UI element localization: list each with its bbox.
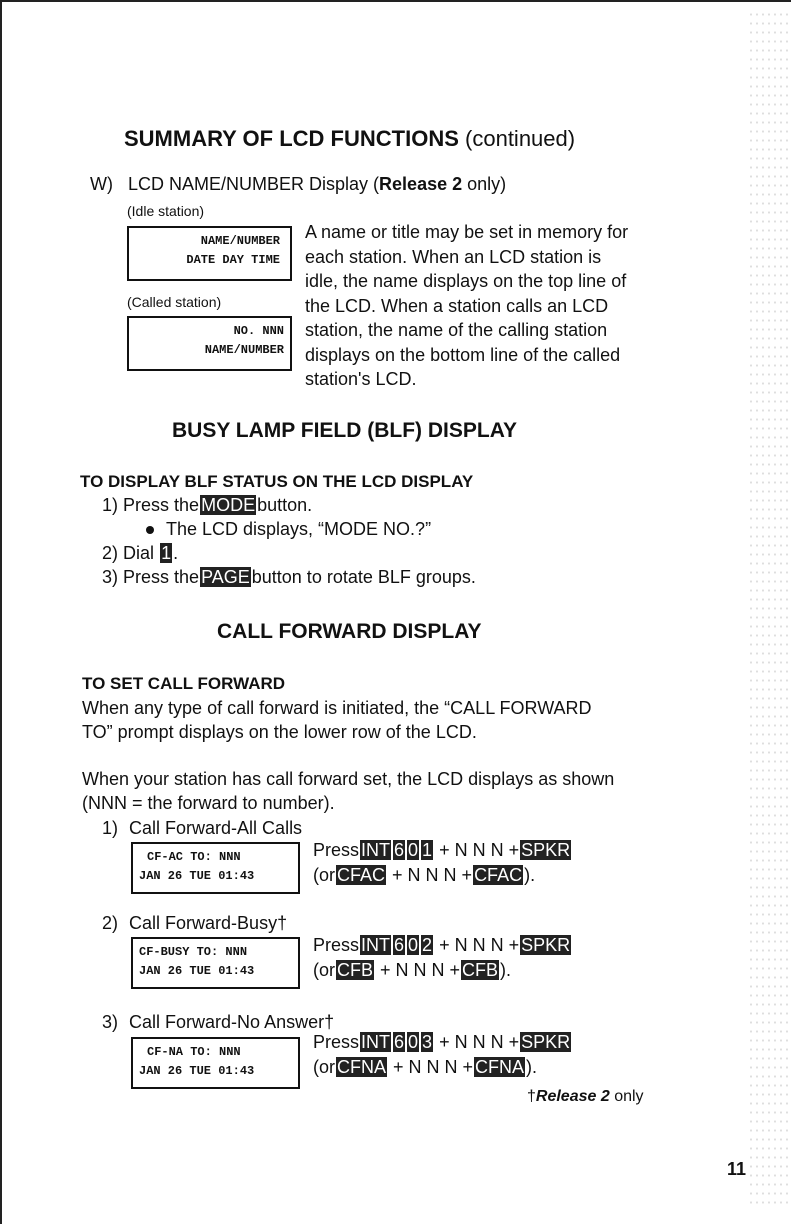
nnn-text: + N N N +: [393, 1057, 474, 1077]
spkr-key: SPKR: [521, 1032, 571, 1052]
blf-subheading: TO DISPLAY BLF STATUS ON THE LCD DISPLAY: [80, 472, 474, 491]
w-text-b: Release 2: [379, 174, 463, 194]
nnn-text: + N N N +: [392, 865, 473, 885]
blf-step-3: [102, 567, 476, 588]
press-text: Press: [313, 935, 360, 955]
step-text: button to rotate BLF groups.: [251, 567, 476, 587]
footnote-release: Release 2: [535, 1088, 610, 1105]
cf-item-1-label: [102, 818, 302, 839]
nnn-text: + N N N +: [439, 935, 520, 955]
top-border: [0, 0, 791, 2]
close-text: ).: [500, 960, 512, 980]
digit-key: 0: [408, 935, 419, 955]
lcd-line: CF-BUSY TO: NNN: [139, 945, 248, 959]
cfna-key: CFNA: [337, 1057, 386, 1077]
mode-key: MODE: [201, 495, 256, 515]
blf-bullet: [146, 519, 431, 540]
step-number: 2): [102, 913, 119, 933]
int-key: INT: [361, 840, 391, 860]
step-number: 3): [102, 567, 119, 587]
section-title: [124, 126, 575, 152]
cf-item-3-lcd: [131, 1037, 300, 1089]
spkr-key: SPKR: [521, 935, 571, 955]
nnn-text: + N N N +: [439, 1032, 520, 1052]
lcd-line: JAN 26 TUE 01:43: [139, 869, 255, 883]
page-key: PAGE: [201, 567, 250, 587]
lcd-line: NAME/NUMBER: [204, 343, 284, 357]
step-text: Press the: [123, 495, 200, 515]
or-text: (or: [313, 1057, 335, 1077]
desc-line: displays on the bottom line of the called: [305, 344, 621, 365]
cf-item-1-press: [313, 840, 572, 861]
cf-item-3-label: [102, 1012, 334, 1033]
lcd-line: DATE DAY TIME: [186, 253, 280, 267]
digit-key: 2: [422, 935, 433, 955]
digit-key: 1: [161, 543, 172, 563]
left-border: [0, 0, 2, 1224]
int-key: INT: [361, 935, 391, 955]
cf-paragraph-1: [82, 696, 592, 744]
desc-line: idle, the name displays on the top line of: [305, 271, 627, 291]
footnote-only: only: [609, 1088, 644, 1105]
lcd-line: NAME/NUMBER: [200, 234, 280, 248]
lcd-line: CF-NA TO: NNN: [147, 1045, 241, 1059]
para-line: (NNN = the forward to number).: [82, 793, 335, 813]
page-number: 11: [727, 1159, 747, 1179]
bullet-icon: [146, 526, 154, 534]
blf-step-1: [102, 495, 312, 516]
blf-step-2: [102, 543, 178, 564]
cfb-key: CFB: [462, 960, 499, 980]
digit-key: 3: [422, 1032, 433, 1052]
spkr-key: SPKR: [521, 840, 571, 860]
cf-item-2-press: [313, 935, 572, 956]
cf-item-2-label: [102, 913, 287, 934]
cf-subheading: TO SET CALL FORWARD: [82, 674, 286, 693]
digit-key: 6: [394, 840, 405, 860]
desc-line: the LCD. When a station calls an LCD: [305, 295, 609, 316]
desc-line: station, the name of the calling station: [305, 320, 608, 340]
para-line: TO” prompt displays on the lower row of the LCD.: [82, 722, 477, 742]
cfna-key: CFNA: [475, 1057, 525, 1077]
called-lcd: [127, 316, 292, 371]
step-text: Dial: [123, 543, 155, 563]
idle-label: (Idle station): [127, 203, 205, 219]
desc-line: station's LCD.: [305, 369, 417, 389]
digit-key: 6: [394, 935, 405, 955]
summary-title: SUMMARY OF LCD FUNCTIONS: [124, 126, 459, 151]
or-text: (or: [313, 865, 335, 885]
w-description: [305, 220, 628, 392]
lcd-line: JAN 26 TUE 01:43: [139, 1064, 255, 1078]
footnote: [527, 1088, 644, 1106]
w-text-a: LCD NAME/NUMBER Display (: [128, 174, 380, 194]
cf-item-1-alt: [313, 865, 535, 886]
nnn-text: + N N N +: [380, 960, 461, 980]
cf-item-1-lcd: [131, 842, 300, 894]
bullet-text: The LCD displays, “MODE NO.?”: [166, 519, 432, 539]
digit-key: 0: [408, 840, 419, 860]
step-text: Call Forward-Busy†: [129, 913, 288, 933]
step-number: 1): [102, 818, 119, 838]
nnn-text: + N N N +: [439, 840, 520, 860]
step-text: button.: [257, 495, 313, 515]
cfb-key: CFB: [337, 960, 373, 980]
step-text: Press the: [123, 567, 200, 587]
called-label: (Called station): [127, 294, 222, 310]
press-text: Press: [313, 840, 360, 860]
cf-item-3-press: [313, 1032, 572, 1053]
step-number: 1): [102, 495, 119, 515]
digit-key: 1: [422, 840, 433, 860]
blf-title: BUSY LAMP FIELD (BLF) DISPLAY: [172, 419, 517, 442]
lcd-line: JAN 26 TUE 01:43: [139, 964, 255, 978]
cf-item-2-alt: [313, 960, 511, 981]
close-text: ).: [524, 865, 536, 885]
lcd-line: NO. NNN: [233, 324, 284, 338]
dagger-symbol: †: [527, 1088, 536, 1105]
step-number: 2): [102, 543, 119, 563]
summary-continued: (continued): [465, 126, 576, 151]
idle-lcd: [127, 226, 292, 281]
cf-paragraph-2: [82, 767, 614, 815]
cf-item-3-alt: [313, 1057, 537, 1078]
scan-edge-noise: [748, 10, 788, 1210]
digit-key: 6: [394, 1032, 405, 1052]
para-line: When your station has call forward set, the LCD displays as shown: [82, 769, 615, 789]
desc-line: A name or title may be set in memory for: [305, 222, 629, 242]
cfac-key: CFAC: [474, 865, 523, 885]
para-line: When any type of call forward is initiated, the “CALL FORWARD: [82, 698, 592, 718]
press-text: Press: [313, 1032, 360, 1052]
int-key: INT: [361, 1032, 391, 1052]
w-text-c: only): [462, 174, 507, 194]
cf-item-2-lcd: [131, 937, 300, 989]
step-text: Call Forward-All Calls: [129, 818, 303, 838]
lcd-line: CF-AC TO: NNN: [147, 850, 241, 864]
w-label: W): [90, 174, 113, 194]
or-text: (or: [313, 960, 335, 980]
step-text: Call Forward-No Answer†: [129, 1012, 335, 1032]
digit-key: 0: [408, 1032, 419, 1052]
desc-line: each station. When an LCD station is: [305, 246, 602, 267]
step-number: 3): [102, 1012, 119, 1032]
step-text: .: [173, 543, 179, 563]
w-heading: [90, 174, 506, 195]
cfac-key: CFAC: [337, 865, 386, 885]
cf-title: CALL FORWARD DISPLAY: [217, 620, 482, 643]
close-text: ).: [526, 1057, 538, 1077]
